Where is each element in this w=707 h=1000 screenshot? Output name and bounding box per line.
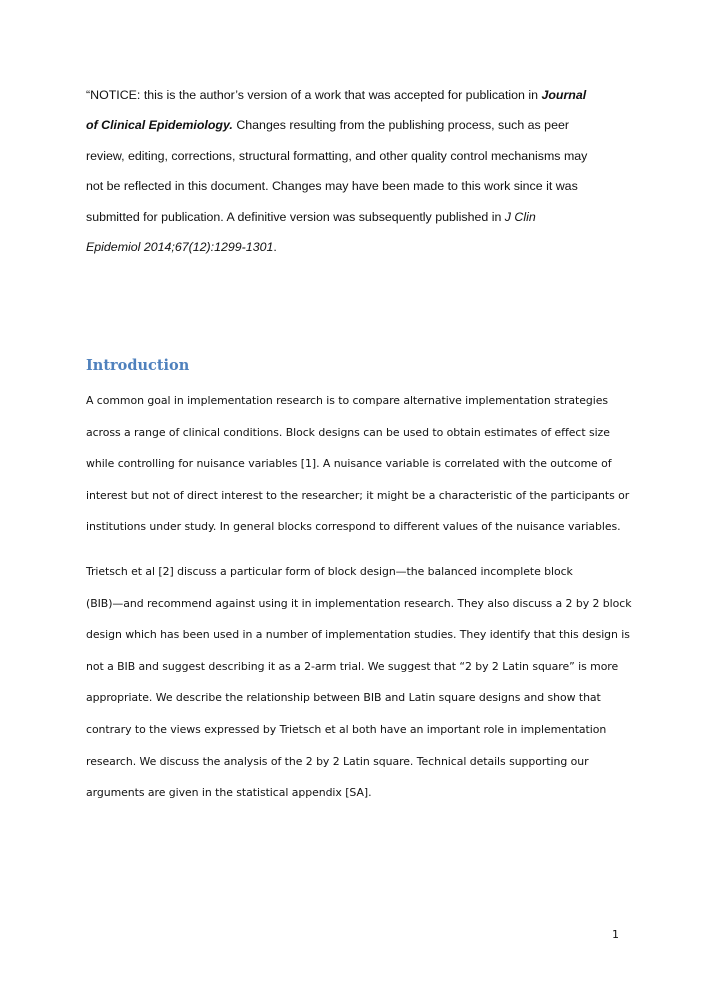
paragraph-line: A common goal in implementation research is to compare alternative implementation strategies bbox=[86, 394, 609, 407]
paragraph-line: not a BIB and suggest describing it as a 2-arm trial. We suggest that “2 by 2 Latin square” is more bbox=[86, 659, 619, 673]
paragraph-line: across a range of clinical conditions. Block designs can be used to obtain estimates of effect size bbox=[86, 425, 610, 439]
page-number: 1 bbox=[612, 928, 619, 941]
section-heading: Introduction bbox=[86, 357, 190, 374]
author-version-notice bbox=[86, 80, 626, 262]
paragraph-line: institutions under study. In general blocks correspond to different values of the nuisance variables. bbox=[86, 520, 621, 534]
paragraph-1 bbox=[86, 385, 630, 543]
notice-line bbox=[86, 110, 626, 140]
paragraph-line: research. We discuss the analysis of the 2 by 2 Latin square. Technical details supporting our bbox=[86, 754, 589, 768]
paragraph-line: appropriate. We describe the relationship between BIB and Latin square designs and show that bbox=[86, 691, 601, 705]
paragraph-line: arguments are given in the statistical appendix [SA]. bbox=[86, 786, 372, 800]
notice-text: submitted for publication. A definitive version was subsequently published in bbox=[86, 209, 505, 224]
notice-line: not be reflected in this document. Changes may have been made to this work since it was bbox=[86, 179, 578, 194]
notice-text: . bbox=[273, 240, 277, 255]
journal-name: Journal bbox=[541, 88, 587, 102]
citation: Epidemiol 2014;67(12):1299-1301 bbox=[86, 240, 274, 255]
paragraph-line: (BIB)—and recommend against using it in implementation research. They also discuss a 2 by 2 block bbox=[86, 596, 632, 610]
paragraph-line: interest but not of direct interest to the researcher; it might be a characteristic of the participants or bbox=[86, 488, 630, 502]
notice-line: review, editing, corrections, structural formatting, and other quality control mechanisms may bbox=[86, 148, 588, 163]
notice-text: Changes resulting from the publishing process, such as peer bbox=[232, 118, 569, 133]
notice-line bbox=[86, 202, 626, 232]
notice-text: “NOTICE: this is the author’s version of a work that was accepted for publication in bbox=[86, 88, 542, 102]
paragraph-line: design which has been used in a number of implementation studies. They identify that this design is bbox=[86, 628, 630, 642]
paragraph-line: Trietsch et al [2] discuss a particular form of block design—the balanced incomplete block bbox=[86, 565, 573, 578]
paragraph-line: contrary to the views expressed by Trietsch et al both have an important role in implementation bbox=[86, 722, 607, 736]
notice-line bbox=[86, 232, 626, 262]
journal-name: of Clinical Epidemiology. bbox=[86, 118, 233, 133]
paragraph-2 bbox=[86, 556, 632, 809]
citation: J Clin bbox=[504, 209, 536, 224]
paragraph-line: while controlling for nuisance variables [1]. A nuisance variable is correlated with the outcome of bbox=[86, 457, 612, 471]
notice-line bbox=[86, 80, 626, 110]
